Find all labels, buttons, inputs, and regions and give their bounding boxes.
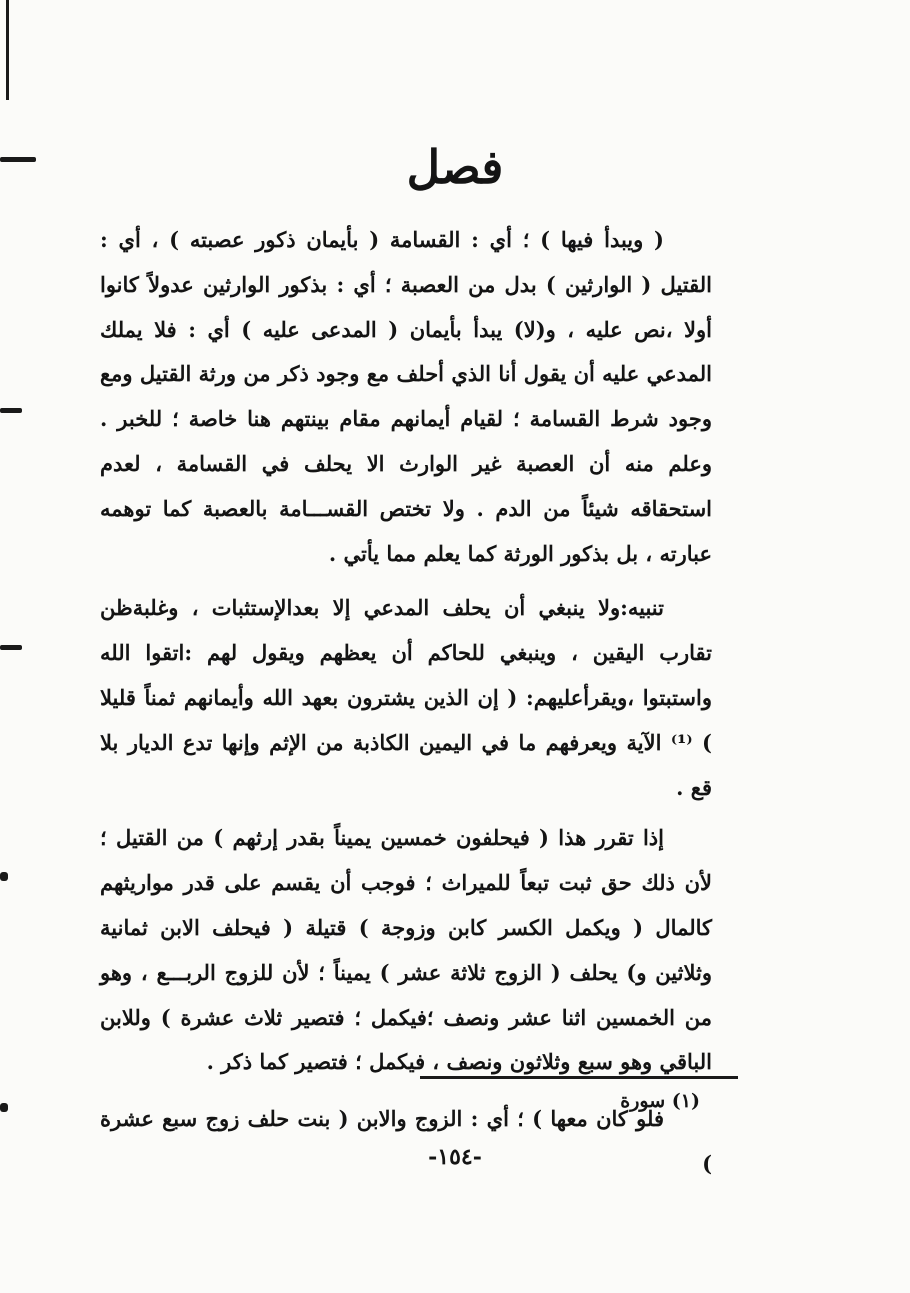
paragraph: فلو كان معها ) ؛ أي : الزوج والابن ( بنت حلف زوج سبع عشرة )	[100, 1106, 712, 1176]
page-number: -١٥٤-	[428, 1144, 482, 1170]
footnote-rule	[420, 1076, 738, 1079]
paragraph: ( ويبدأ فيها ) ؛ أي : القسامة ( بأيمان ذكور عصبته ) ، أي : القتيل ( الوارثين ) بدل من العصبة ؛ أي : بذكور الوارثين عدولاً كانوا أولا ،نص عليه ، و(لا) يبدأ بأيمان ( المدعى عليه ) أي : فلا يملك المدعي عليه أن يقول أنا الذي أحلف مع وجود ذكر من ورثة القتيل ومع وجود شرط القسامة ؛ لقيام أيمانهم مقام بينتهم هنا خاصة ؛ للخبر . وعلم منه أن العصبة غير الوارث الا يحلف في القسامة ، لعدم استحقاقه شيئاً من الدم . ولا تختص القســـامة بالعصبة كما توهمه عبارته ، بل بذكور الورثة كما يعلم مما يأتي .	[100, 227, 712, 566]
scan-mark	[0, 408, 22, 413]
body-text	[100, 218, 712, 1187]
scan-mark	[0, 645, 22, 650]
scan-mark	[0, 1103, 8, 1112]
paragraph: تنبيه:ولا ينبغي أن يحلف المدعي إلا بعدالإستثبات ، وغلبةظن تقارب اليقين ، وينبغي للحاكم أن يعظهم ويقول لهم :اتقوا الله واستبتوا ،ويقرأعليهم: ( إن الذين يشترون بعهد الله وأيمانهم ثمناً قليلا ) ⁽¹⁾ الآية ويعرفهم ما في اليمين الكاذبة من الإثم وإنها تدع الديار بلا قع .	[100, 595, 712, 800]
section-heading: فصل	[406, 140, 504, 194]
scan-edge-mark	[6, 0, 9, 100]
paragraph: إذا تقرر هذا ( فيحلفون خمسين يميناً بقدر إرثهم ) من القتيل ؛ لأن ذلك حق ثبت تبعاً للميراث ؛ فوجب أن يقسم على قدر مواريثهم كالمال ( ويكمل الكسر كابن وزوجة ) قتيلة ( فيحلف الابن ثمانية وثلاثين و) يحلف ( الزوج ثلاثة عشر ) يميناً ؛ لأن للزوج الربـــع ، وهو من الخمسين اثنا عشر ونصف ؛فيكمل ؛ فتصير ثلاث عشرة ) وللابن الباقي وهو سبع وثلاثون ونصف ، فيكمل ؛ فتصير كما ذكر .	[100, 825, 712, 1075]
scan-mark	[0, 872, 8, 881]
footnote: (١) سورة	[620, 1090, 700, 1112]
